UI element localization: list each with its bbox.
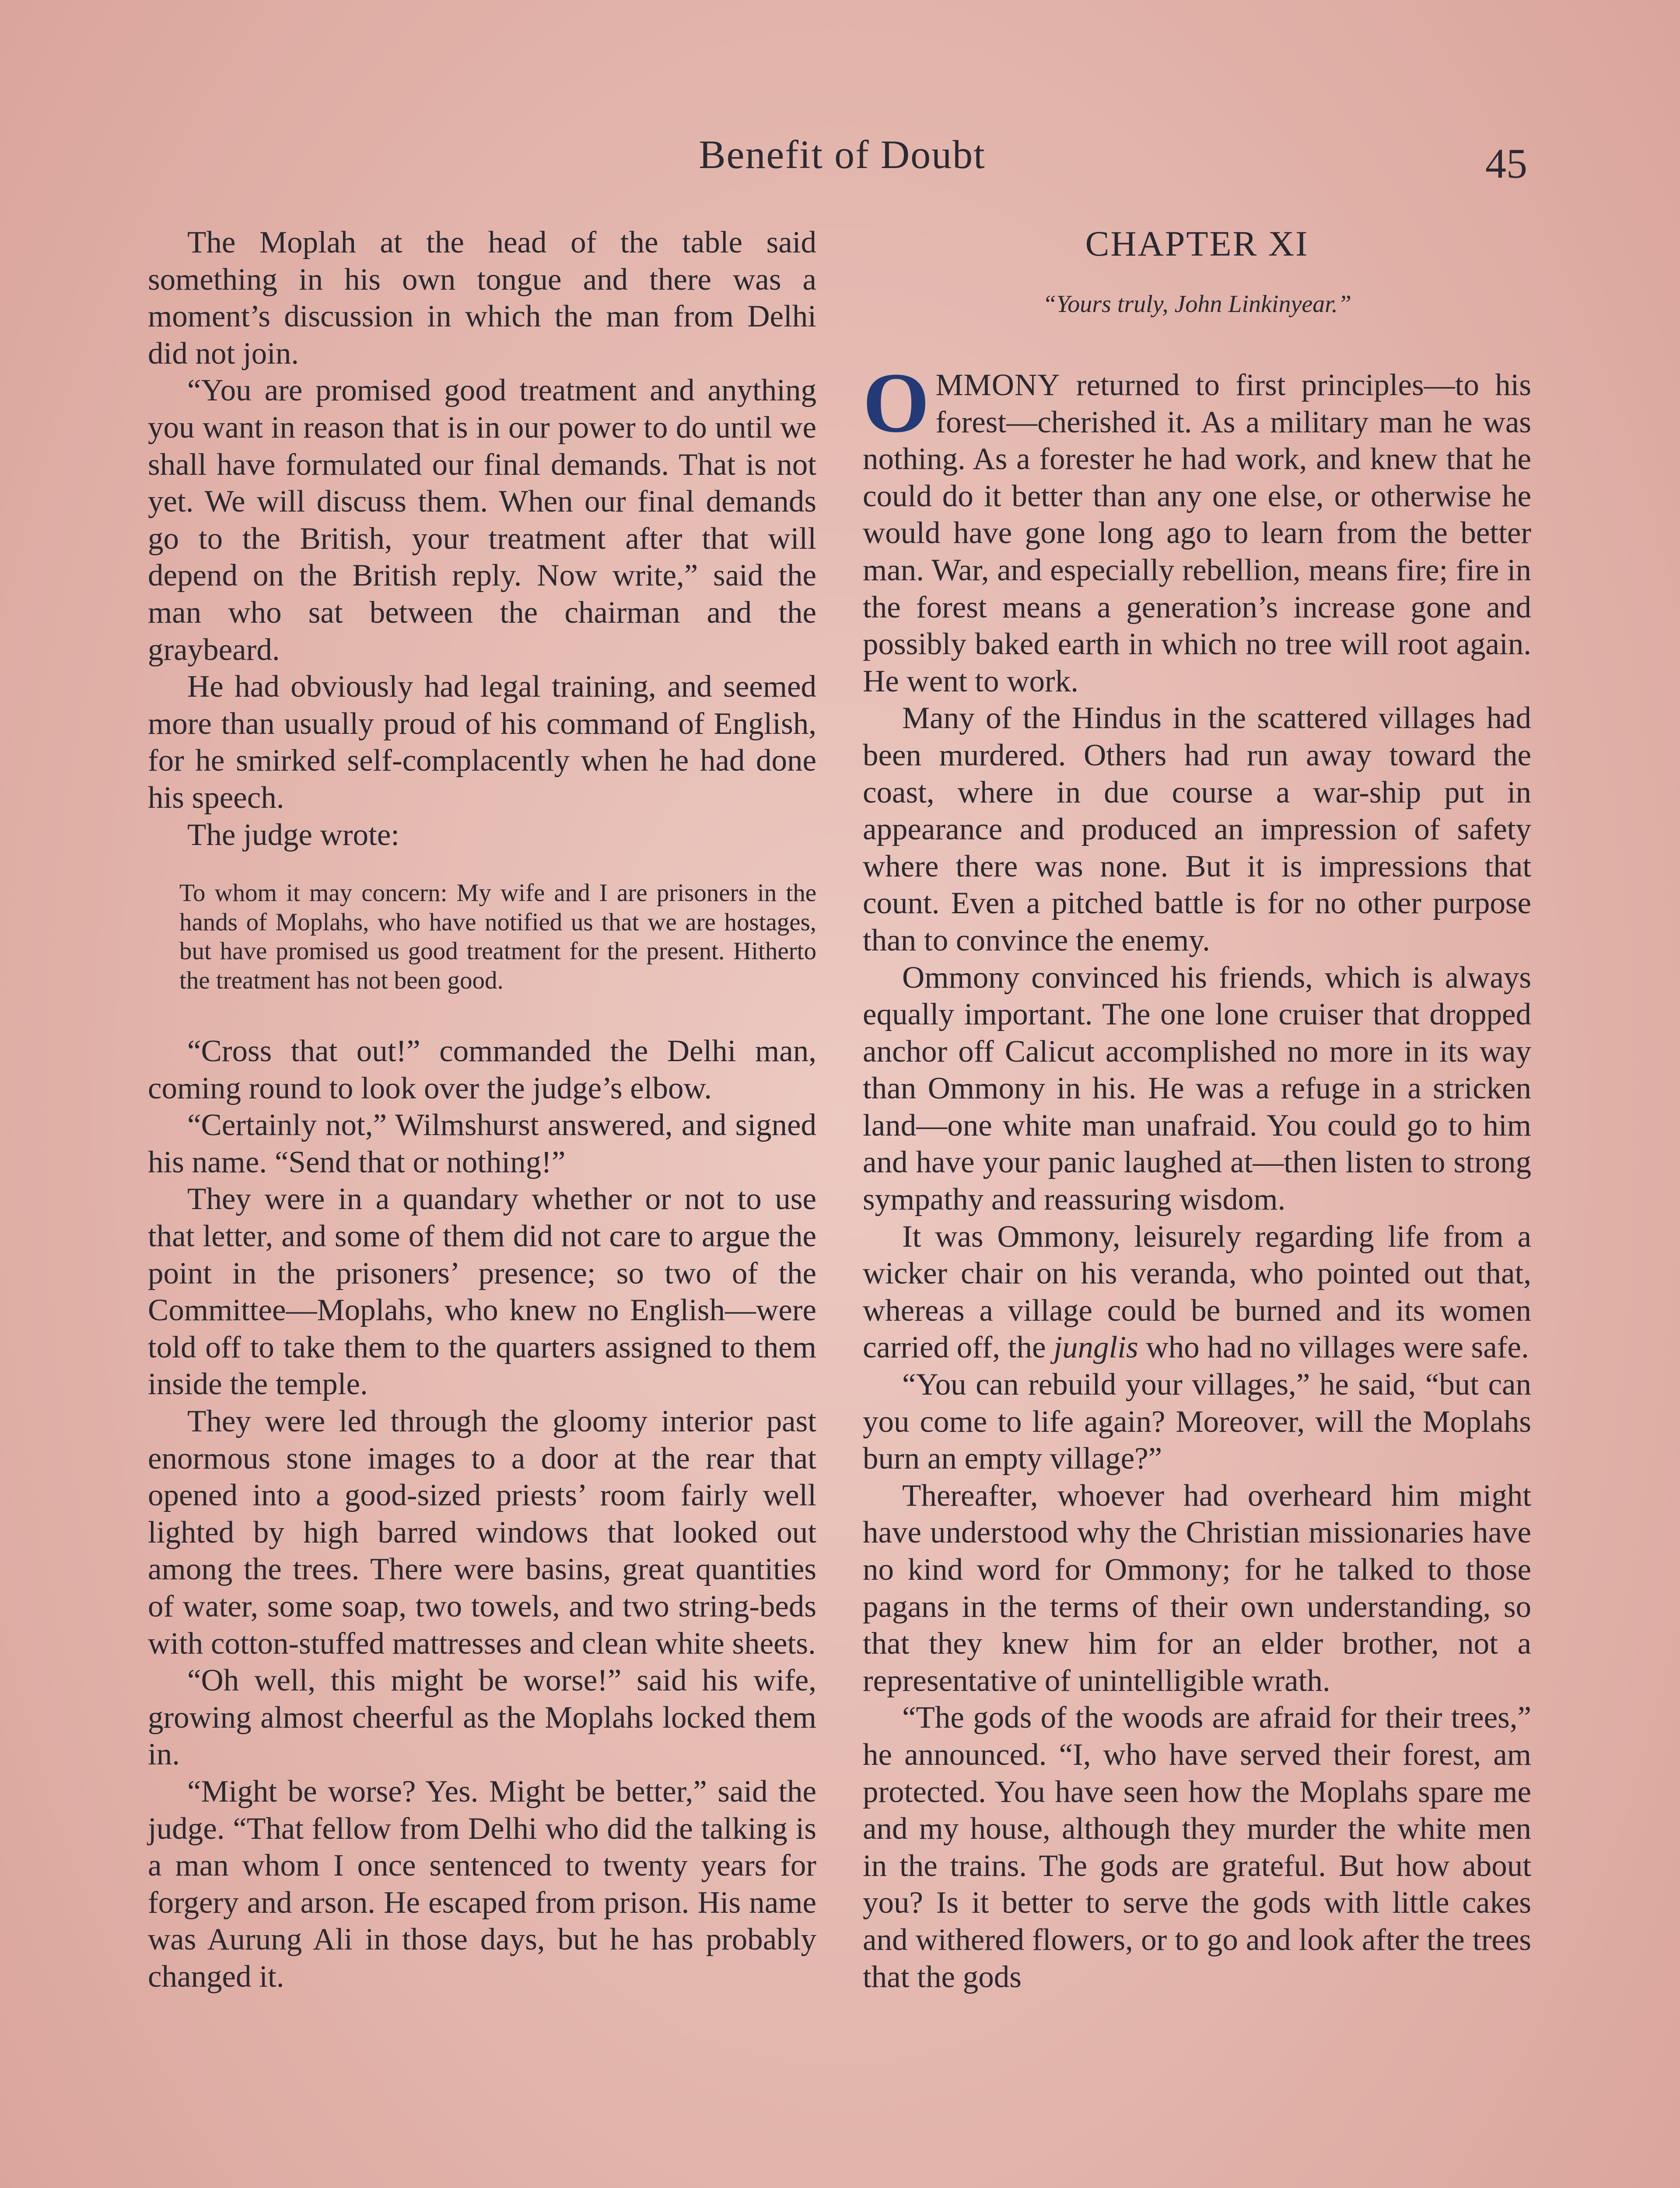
page-number: 45 bbox=[1485, 140, 1527, 187]
paragraph: They were in a quandary whether or not to use that letter, and some of them did not care to argue the point in the prisoners’ presence; so two of the Committee—Moplahs, who knew no English—were told off to take them to the quarters assigned to them inside the temple. bbox=[148, 1182, 816, 1402]
paragraph: “Might be worse? Yes. Might be better,” said the judge. “That fellow from Delhi who did the talking is a man whom I once sentenced to twenty years for forgery and arson. He escaped from prison. His name was Aurung Ali in those days, but he has probably changed it. bbox=[148, 1774, 816, 1994]
opening-paragraph bbox=[863, 355, 1531, 700]
paragraph: They were led through the gloomy interior past enormous stone images to a door at the rear that opened into a good-sized priests’ room fairly well lighted by high barred windows that looked out among the trees. There were basins, great quantities of water, some soap, two towels, and two string-beds with cotton-stuffed mattresses and clean white sheets. bbox=[148, 1404, 816, 1661]
running-title: Benefit of Doubt bbox=[699, 132, 986, 177]
paragraph: The Moplah at the head of the table said something in his own tongue and there was a moment’s discussion in which the man from Delhi did not join. bbox=[148, 225, 816, 371]
opening-text: returned to first principles—to his forest—cherished it. As a military man he was nothing. As a forester he had work, and knew that he could do it better than any one else, or otherwise he would have gone long ago to learn from the better man. War, and especially rebellion, means fire; fire in the forest means a generation’s increase gone and possibly baked earth in which no tree will root again. He went to work. bbox=[863, 368, 1531, 698]
paragraph-text: It was Ommony, leisurely regarding life from a wicker chair on his veranda, who pointed out that, whereas a village could be burned and its women carried off, the bbox=[863, 1219, 1531, 1365]
paragraph: “The gods of the woods are afraid for their trees,” he announced. “I, who have served their forest, am protected. You have seen how the Moplahs spare me and my house, although they murder the white men in the trains. The gods are grateful. But how about you? Is it better to serve the gods with little cakes and withered flowers, or to go and look after the trees that the gods bbox=[863, 1701, 1531, 1994]
drop-cap: O bbox=[863, 355, 930, 450]
paragraph: “Certainly not,” Wilmshurst answered, and signed his name. “Send that or nothing!” bbox=[148, 1108, 816, 1179]
chapter-epigraph: “Yours truly, John Linkinyear.” bbox=[1043, 291, 1351, 318]
left-column bbox=[148, 224, 816, 1995]
paragraph: “Cross that out!” commanded the Delhi man, coming round to look over the judge’s elbow. bbox=[148, 1034, 816, 1105]
opening-small-caps: MMONY bbox=[935, 368, 1060, 402]
paragraph: “You can rebuild your villages,” he said, “but can you come to life again? Moreover, will the Moplahs burn an empty village?” bbox=[863, 1368, 1531, 1476]
paragraph: The judge wrote: bbox=[187, 817, 400, 852]
chapter-title: CHAPTER XI bbox=[1085, 224, 1309, 263]
italic-word: junglis bbox=[1054, 1330, 1138, 1365]
paragraph: “Oh well, this might be worse!” said his wife, growing almost cheerful as the Moplahs locked them in. bbox=[148, 1663, 816, 1772]
paragraph: Ommony convinced his friends, which is always equally important. The one lone cruiser that dropped anchor off Calicut accomplished no more in its way than Ommony in his. He was a refuge in a stricken land—one white man unafraid. You could go to him and have your panic laughed at—then listen to strong sympathy and reassuring wisdom. bbox=[863, 960, 1531, 1217]
paragraph: “You are promised good treatment and anything you want in reason that is in our power to do until we shall have formulated our final demands. That is not yet. We will discuss them. When our final demands go to the British, your treatment after that will depend on the British reply. Now write,” said the man who sat between the chairman and the graybeard. bbox=[148, 373, 816, 667]
paragraph: Many of the Hindus in the scattered villages had been murdered. Others had run away toward the coast, where in due course a war-ship put in appearance and produced an impression of safety where there was none. But it is impressions that count. Even a pitched battle is for no other purpose than to convince the enemy. bbox=[863, 701, 1531, 957]
right-column bbox=[863, 224, 1531, 1995]
letter-text: To whom it may concern: My wife and I are prisoners in the hands of Moplahs, who have notified us that we are hostages, but have promised us good treatment for the present. Hitherto the treatment has not been good. bbox=[179, 879, 816, 994]
paragraph: He had obviously had legal training, and seemed more than usually proud of his command of English, for he smirked self-complacently when he had done his speech. bbox=[148, 670, 816, 815]
paragraph-text: who had no villages were safe. bbox=[1138, 1330, 1529, 1365]
paragraph bbox=[863, 1218, 1531, 1366]
paragraph: Thereafter, whoever had overheard him might have understood why the Christian missionaries have no kind word for Ommony; for he talked to those pagans in the terms of their own understanding, so that they knew him for an elder brother, not a representative of unintelligible wrath. bbox=[863, 1478, 1531, 1698]
quoted-letter bbox=[148, 879, 816, 995]
